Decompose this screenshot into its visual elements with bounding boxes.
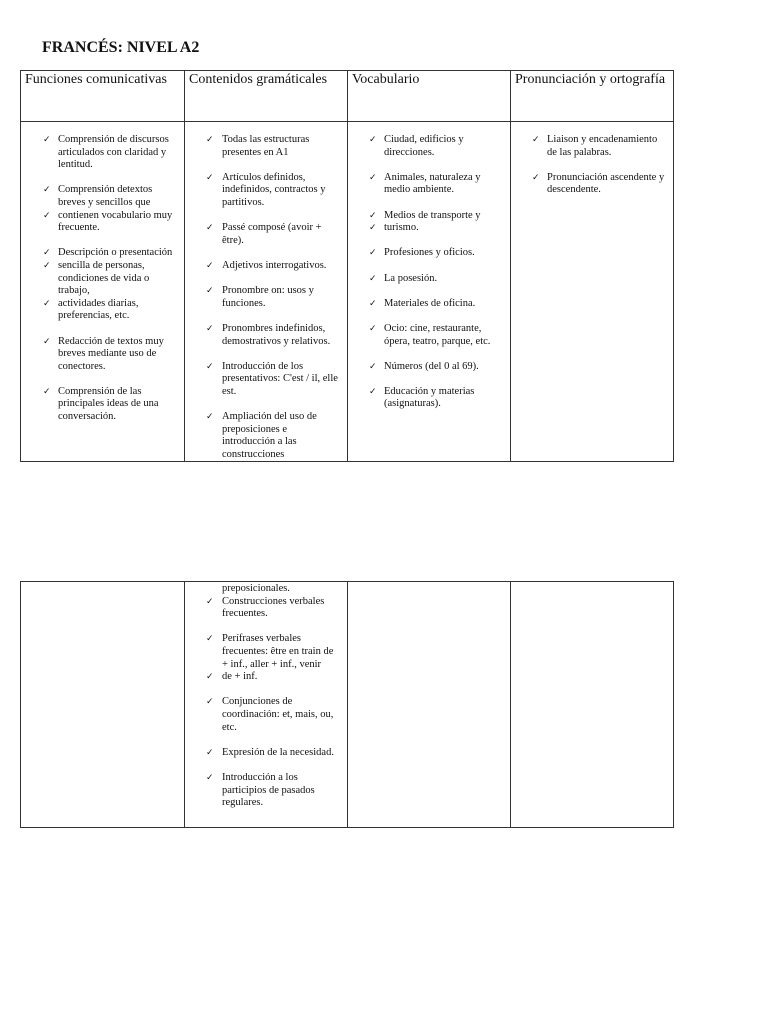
curriculum-table-continued (20, 581, 674, 828)
cell-funciones-continued (21, 582, 185, 828)
list-item: ✓ sencilla de personas, condiciones de vida o trabajo, (21, 260, 184, 298)
list-item: ✓ Ampliación del uso de preposiciones e introducción a las construcciones (185, 411, 347, 461)
list-item: ✓ Pronunciación ascendente y descendente. (511, 172, 673, 197)
content-row-continued (21, 582, 674, 828)
list-item: ✓ Pronombres indefinidos, demostrativos y relativos. (185, 323, 347, 348)
list-item: ✓ turismo. (348, 222, 510, 235)
cell-funciones (21, 122, 185, 462)
list-item: ✓ Redacción de textos muy breves mediante uso de conectores. (21, 336, 184, 374)
header-funciones: Funciones comunicativas (21, 71, 185, 122)
header-row (21, 71, 674, 122)
list-item: ✓ contienen vocabulario muy frecuente. (21, 210, 184, 235)
contenidos-list (185, 122, 347, 461)
list-item: ✓ Liaison y encadenamiento de las palabras. (511, 134, 673, 159)
list-item: ✓ Ocio: cine, restaurante, ópera, teatro, parque, etc. (348, 323, 510, 348)
header-vocabulario: Vocabulario (348, 71, 511, 122)
cell-contenidos-continued (185, 582, 348, 828)
continued-text: preposicionales. (222, 583, 290, 594)
cell-contenidos (185, 122, 348, 462)
list-item: ✓ Medios de transporte y (348, 210, 510, 223)
list-item: ✓ Profesiones y oficios. (348, 247, 510, 260)
list-item: ✓ Comprensión de las principales ideas de una conversación. (21, 386, 184, 424)
list-item: ✓ Passé composé (avoir + être). (185, 222, 347, 247)
cell-vocabulario (348, 122, 511, 462)
list-item: ✓ Números (del 0 al 69). (348, 361, 510, 374)
list-item: ✓ Artículos definidos, indefinidos, contractos y partitivos. (185, 172, 347, 210)
list-item: ✓ Expresión de la necesidad. (185, 747, 347, 760)
vocabulario-list (348, 122, 510, 411)
list-item: ✓ La posesión. (348, 273, 510, 286)
list-item: ✓ Descripción o presentación (21, 247, 184, 260)
list-item: ✓ Introducción a los participios de pasados regulares. (185, 772, 347, 810)
pronunciacion-list (511, 122, 673, 197)
content-row (21, 122, 674, 462)
list-item: ✓ de + inf. (185, 671, 347, 684)
list-item: ✓ Animales, naturaleza y medio ambiente. (348, 172, 510, 197)
list-item: ✓ Ciudad, edificios y direcciones. (348, 134, 510, 159)
list-item: ✓ Todas las estructuras presentes en A1 (185, 134, 347, 159)
list-item: ✓ Materiales de oficina. (348, 298, 510, 311)
list-item: ✓ Perífrases verbales frecuentes: être en train de + inf., aller + inf., venir (185, 633, 347, 671)
curriculum-table (20, 70, 674, 462)
list-item: ✓ Conjunciones de coordinación: et, mais, ou, etc. (185, 696, 347, 734)
list-item: ✓ actividades diarias, preferencias, etc. (21, 298, 184, 323)
list-item: ✓ Pronombre on: usos y funciones. (185, 285, 347, 310)
list-item: ✓ Adjetivos interrogativos. (185, 260, 347, 273)
list-item: ✓ Construcciones verbales frecuentes. (185, 596, 347, 621)
list-item: ✓ Comprensión de discursos articulados con claridad y lentitud. (21, 134, 184, 172)
header-pronunciacion: Pronunciación y ortografía (511, 71, 674, 122)
list-item: ✓ Educación y materias (asignaturas). (348, 386, 510, 411)
header-contenidos: Contenidos gramáticales (185, 71, 348, 122)
list-item: ✓ Comprensión detextos breves y sencillos que (21, 184, 184, 209)
document-title: FRANCÉS: NIVEL A2 (42, 39, 200, 56)
cell-vocabulario-continued (348, 582, 511, 828)
contenidos-list-continued (185, 596, 347, 810)
funciones-list (21, 122, 184, 424)
cell-pronunciacion-continued (511, 582, 674, 828)
cell-pronunciacion (511, 122, 674, 462)
list-item: ✓ Introducción de los presentativos: C'est / il, elle est. (185, 361, 347, 399)
